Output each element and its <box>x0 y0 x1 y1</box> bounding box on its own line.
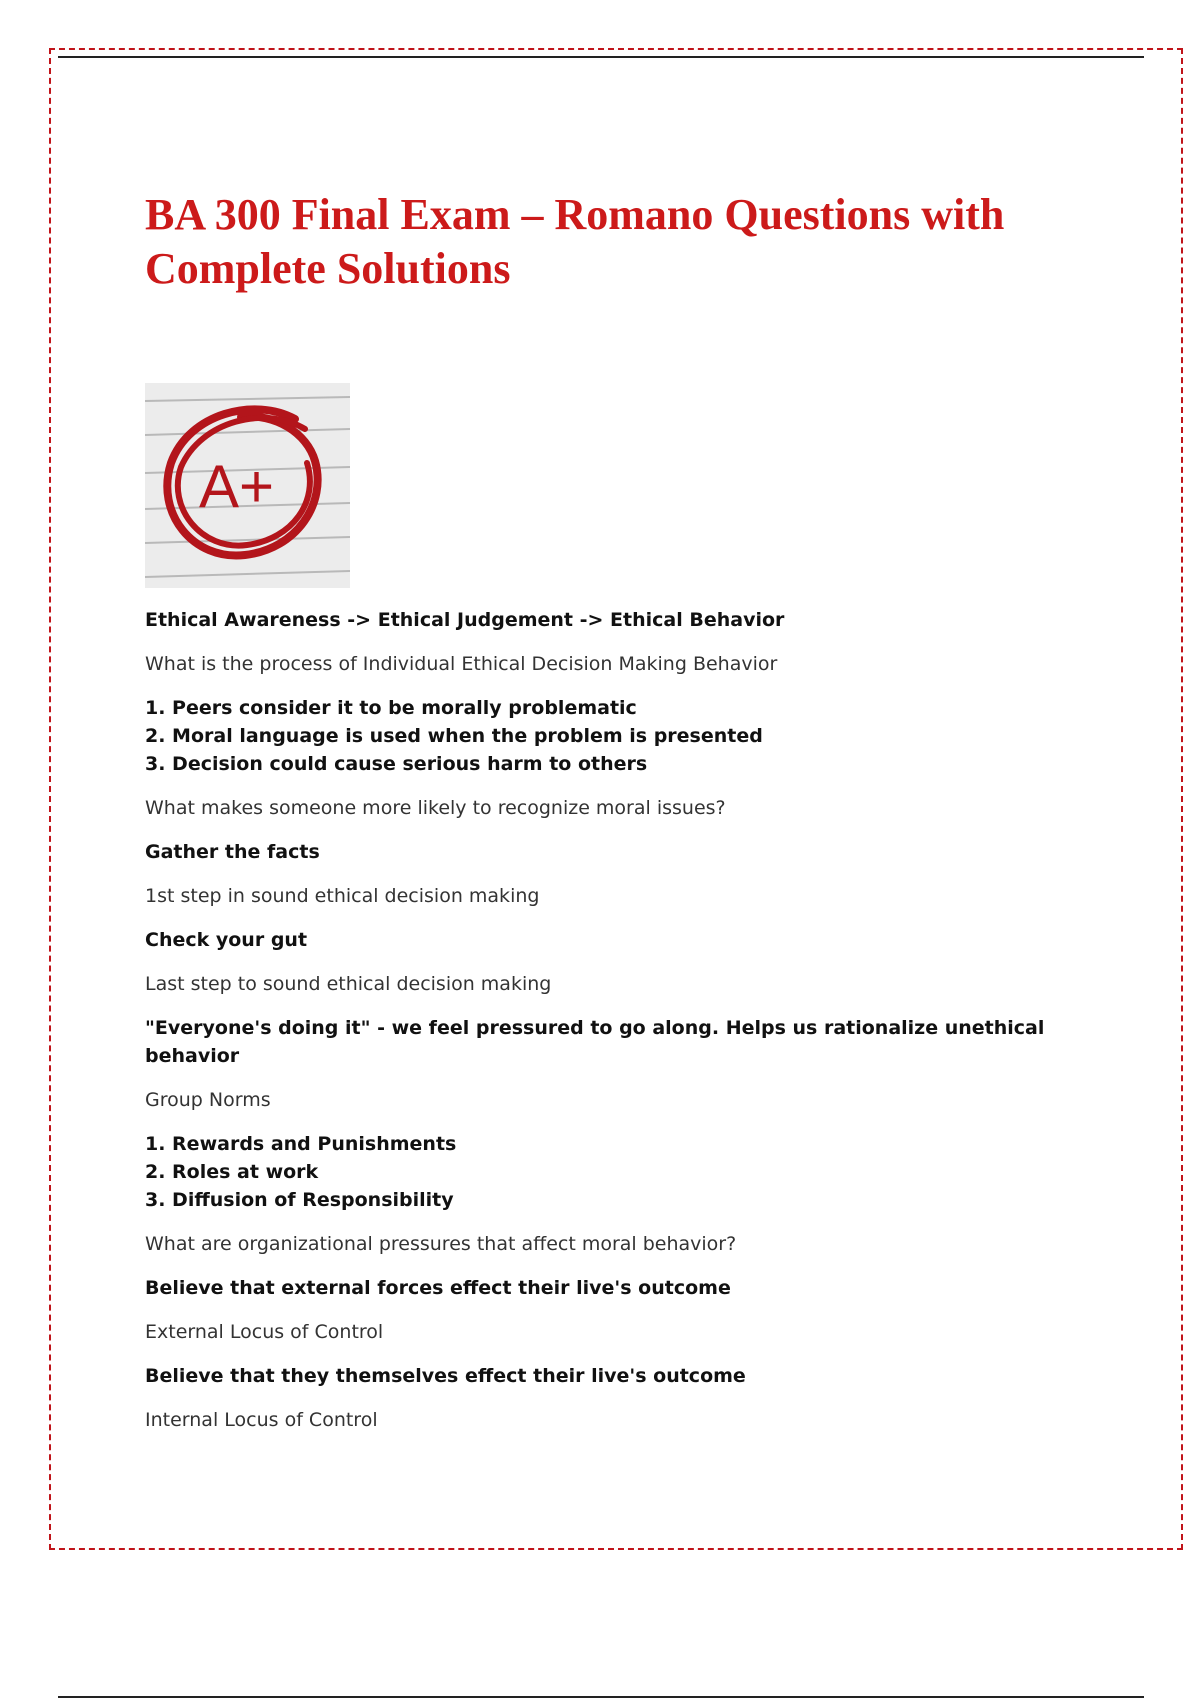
question-text: What are organizational pressures that affect moral behavior? <box>145 1233 737 1255</box>
a-plus-grade-image <box>145 383 350 588</box>
question-text: Last step to sound ethical decision making <box>145 973 552 995</box>
answer-text <box>145 838 1145 866</box>
answer-line: Believe that external forces effect their live's outcome <box>145 1277 731 1299</box>
qa-item <box>145 926 1145 998</box>
answer-text <box>145 694 1145 778</box>
qa-item <box>145 606 1145 678</box>
answer-line: Ethical Awareness -> Ethical Judgement -> Ethical Behavior <box>145 609 785 631</box>
qa-item <box>145 838 1145 910</box>
answer-text <box>145 1130 1145 1214</box>
question-text: External Locus of Control <box>145 1321 384 1343</box>
top-rule <box>58 56 1144 58</box>
answer-line: 1. Peers consider it to be morally problematic <box>145 697 637 719</box>
answer-text <box>145 1362 1145 1390</box>
qa-content <box>145 606 1145 1450</box>
qa-item <box>145 1130 1145 1258</box>
answer-text <box>145 606 1145 634</box>
qa-item <box>145 1362 1145 1434</box>
question-text: 1st step in sound ethical decision making <box>145 885 540 907</box>
qa-item <box>145 694 1145 822</box>
answer-text <box>145 1274 1145 1302</box>
question-text: Group Norms <box>145 1089 271 1111</box>
question-text: Internal Locus of Control <box>145 1409 378 1431</box>
answer-line: Check your gut <box>145 929 308 951</box>
answer-line: 2. Roles at work <box>145 1161 319 1183</box>
document-title: BA 300 Final Exam – Romano Questions with Complete Solutions <box>145 190 1005 293</box>
answer-line: Gather the facts <box>145 841 320 863</box>
answer-line: 3. Decision could cause serious harm to others <box>145 753 648 775</box>
qa-item <box>145 1014 1145 1114</box>
answer-text <box>145 926 1145 954</box>
answer-line: 2. Moral language is used when the problem is presented <box>145 725 763 747</box>
a-plus-grade-icon <box>145 383 350 588</box>
question-text: What makes someone more likely to recognize moral issues? <box>145 797 726 819</box>
answer-line: "Everyone's doing it" - we feel pressured to go along. Helps us rationalize unethical behavior <box>145 1017 1045 1067</box>
answer-line: 1. Rewards and Punishments <box>145 1133 457 1155</box>
a-plus-badge-text: A+ <box>199 453 275 520</box>
qa-item <box>145 1274 1145 1346</box>
answer-line: 3. Diffusion of Responsibility <box>145 1189 454 1211</box>
answer-text <box>145 1014 1145 1070</box>
answer-line: Believe that they themselves effect their live's outcome <box>145 1365 746 1387</box>
question-text: What is the process of Individual Ethical Decision Making Behavior <box>145 653 778 675</box>
bottom-rule <box>58 1696 1144 1698</box>
